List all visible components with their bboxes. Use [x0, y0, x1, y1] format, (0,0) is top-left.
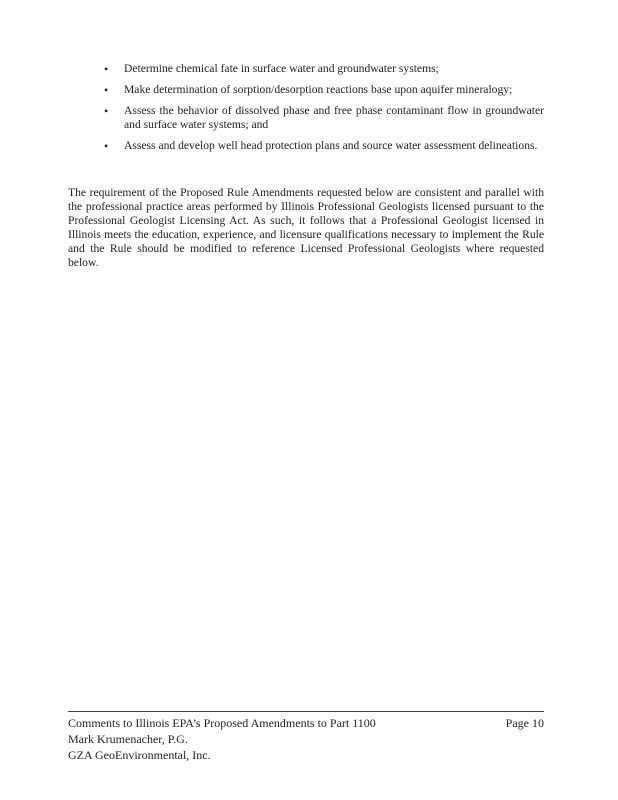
bullet-icon: •	[104, 62, 109, 76]
bullet-list	[104, 62, 544, 160]
page-number: Page 10	[505, 716, 544, 730]
bullet-item	[104, 139, 544, 153]
bullet-text: Assess and develop well head protection plans and source water assessment delineations.	[124, 139, 538, 152]
bullet-icon: •	[104, 139, 109, 153]
bullet-text: Make determination of sorption/desorption reactions base upon aquifer mineralogy;	[124, 83, 513, 96]
bullet-item	[104, 104, 544, 132]
bullet-icon: •	[104, 83, 109, 97]
bullet-text: Determine chemical fate in surface water and groundwater systems;	[124, 62, 439, 75]
bullet-text: Assess the behavior of dissolved phase and free phase contaminant flow in groundwater and surface water systems; and	[124, 104, 544, 131]
footer-author: Mark Krumenacher, P.G.	[68, 732, 188, 746]
footer-divider	[68, 711, 544, 712]
footer-row	[68, 715, 544, 731]
bullet-icon: •	[104, 104, 109, 118]
footer-title: Comments to Illinois EPA’s Proposed Amendments to Part 1100	[68, 716, 376, 730]
bullet-item	[104, 83, 544, 97]
page-footer	[68, 715, 544, 763]
bullet-item	[104, 62, 544, 76]
body-paragraph: The requirement of the Proposed Rule Amendments requested below are consistent and parallel with the professional practice areas performed by Illinois Professional Geologists licensed pursuant to the Professional Geologist Licensing Act. As such, it follows that a Professional Geologist licensed in Illinois meets the education, experience, and licensure qualifications necessary to implement the Rule and the Rule should be modified to reference Licensed Professional Geologists where requested below.	[68, 186, 544, 269]
footer-company: GZA GeoEnvironmental, Inc.	[68, 748, 211, 762]
